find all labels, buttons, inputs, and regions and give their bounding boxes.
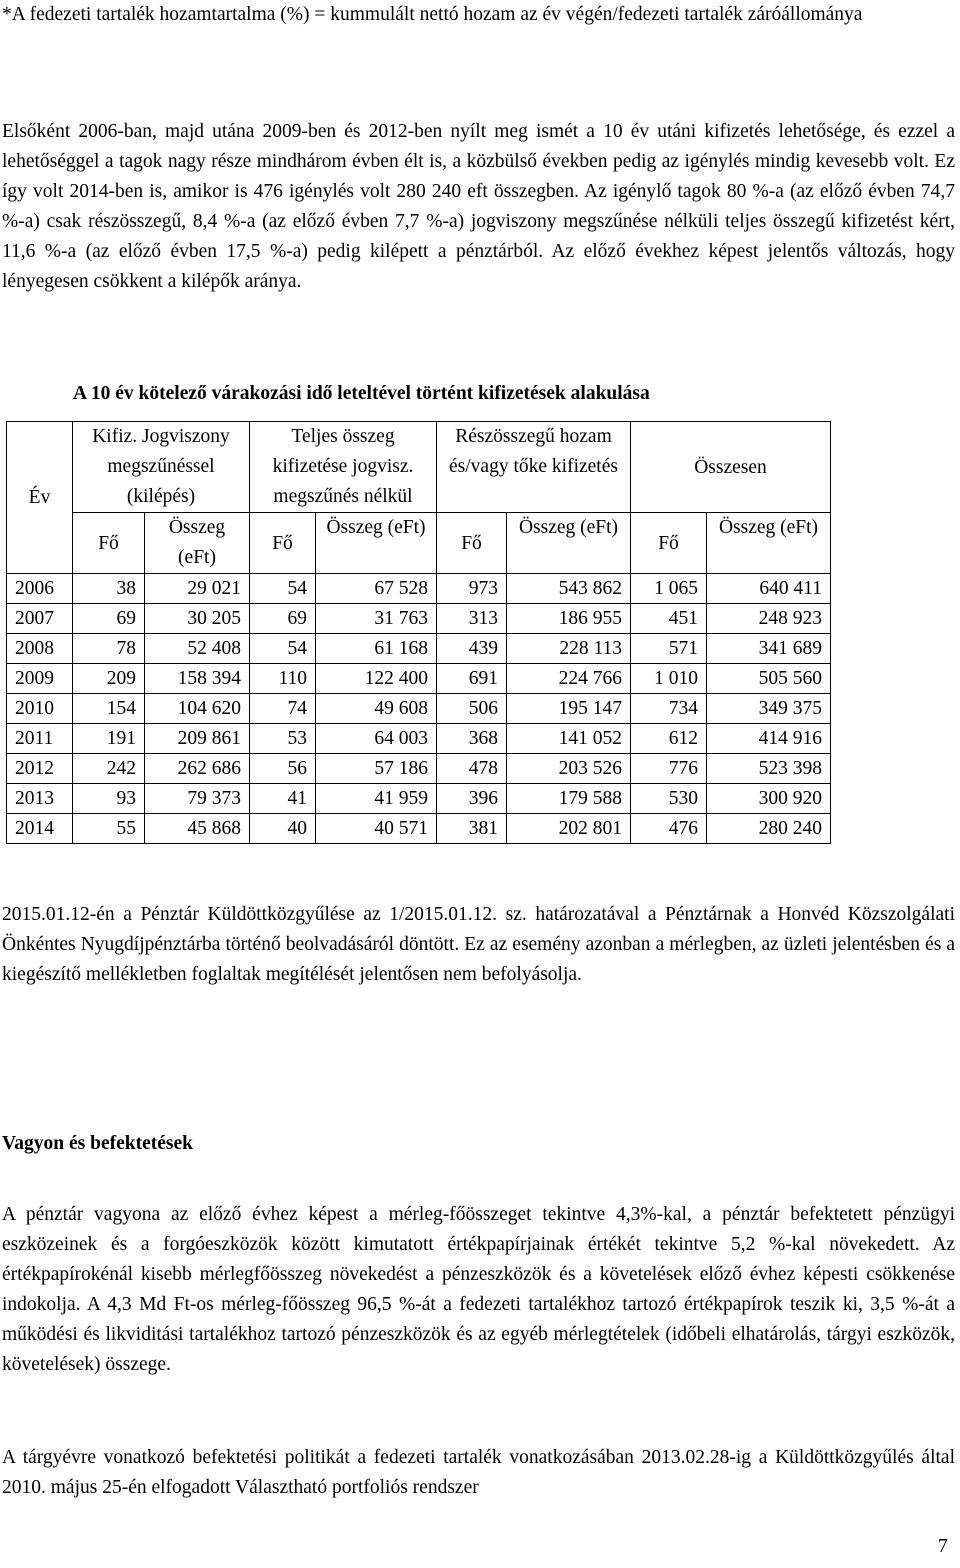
cell-value: 341 689: [707, 634, 831, 664]
cell-value: 141 052: [507, 724, 631, 754]
section-heading: Vagyon és befektetések: [2, 1133, 194, 1154]
cell-value: 242: [73, 754, 145, 784]
cell-value: 439: [437, 634, 507, 664]
cell-value: 209: [73, 664, 145, 694]
cell-value: 154: [73, 694, 145, 724]
cell-year: 2008: [7, 634, 73, 664]
table-subheader-row: [7, 513, 831, 574]
subheader-persons: Fő: [631, 513, 707, 574]
table-row: [7, 784, 831, 814]
cell-year: 2010: [7, 694, 73, 724]
table-row: [7, 814, 831, 844]
cell-value: 523 398: [707, 754, 831, 784]
cell-value: 1 010: [631, 664, 707, 694]
table-row: [7, 574, 831, 604]
payouts-table: [6, 421, 831, 844]
cell-value: 248 923: [707, 604, 831, 634]
subheader-amount: Összeg (eFt): [707, 513, 831, 574]
footnote: *A fedezeti tartalék hozamtartalma (%) = kummulált nettó hozam az év végén/fedezeti tartalék záróállománya: [2, 4, 863, 25]
cell-value: 476: [631, 814, 707, 844]
cell-value: 530: [631, 784, 707, 814]
cell-value: 57 186: [316, 754, 437, 784]
cell-value: 40: [250, 814, 316, 844]
paragraph-assets: A pénztár vagyona az előző évhez képest a mérleg-főösszeget tekintve 4,3%-kal, a pénztár befektetett pénzügyi eszközeinek és a forgóeszközök között kimutatott értékpapírjainak értékét tekintve 5,2 %-kal növekedett. Az értékpapírokénál kisebb mérlegfőösszeg növekedést a pénzeszközök és a követelések előző évhez képesti csökkenése indokolja. A 4,3 Md Ft-os mérleg-főösszeg 96,5 %-át a fedezeti tartalékhoz tartozó értékpapírok teszik ki, 3,5 %-át a működési és likviditási tartalékhoz tartozó pénzeszközök és az egyéb mérlegtételek (időbeli elhatárolás, tárgyi eszközök, követelések) összege.: [2, 1204, 955, 1375]
table-row: [7, 694, 831, 724]
cell-value: 54: [250, 574, 316, 604]
header-group-full-payout: Teljes összeg kifizetése jogvisz. megszűnés nélkül: [250, 422, 437, 513]
table-row: [7, 604, 831, 634]
cell-value: 179 588: [507, 784, 631, 814]
cell-value: 93: [73, 784, 145, 814]
cell-value: 506: [437, 694, 507, 724]
header-group-total: Összesen: [631, 422, 831, 513]
cell-year: 2007: [7, 604, 73, 634]
cell-value: 691: [437, 664, 507, 694]
cell-value: 41: [250, 784, 316, 814]
paragraph-merger: 2015.01.12-én a Pénztár Küldöttközgyűlése az 1/2015.01.12. sz. határozatával a Pénztárnak a Honvéd Közszolgálati Önkéntes Nyugdíjpénztárba történő beolvadásáról döntött. Ez az esemény azonban a mérlegben, az üzleti jelentésben és a kiegészítő mellékletben foglaltak megítélését jelentősen nem befolyásolja.: [2, 904, 955, 985]
cell-value: 104 620: [145, 694, 250, 724]
table-row: [7, 634, 831, 664]
cell-value: 1 065: [631, 574, 707, 604]
cell-value: 228 113: [507, 634, 631, 664]
cell-year: 2012: [7, 754, 73, 784]
cell-value: 224 766: [507, 664, 631, 694]
cell-value: 381: [437, 814, 507, 844]
paragraph-payouts: Elsőként 2006-ban, majd utána 2009-ben és 2012-ben nyílt meg ismét a 10 év utáni kifizetés lehetősége, és ezzel a lehetőséggel a tagok nagy része mindhárom évben élt is, a közbülső években pedig az igénylés mindig kevesebb volt. Ez így volt 2014-ben is, amikor is 476 igénylés volt 280 240 eft összegben. Az igénylő tagok 80 %-a (az előző évben 74,7 %-a) csak részösszegű, 8,4 %-a (az előző évben 7,7 %-a) jogviszony megszűnése nélküli teljes összegű kifizetést kért, 11,6 %-a (az előző évben 17,5 %-a) pedig kilépett a pénztárból. Az előző évekhez képest jelentős változás, hogy lényegesen csökkent a kilépők aránya.: [2, 121, 955, 292]
cell-value: 40 571: [316, 814, 437, 844]
cell-value: 110: [250, 664, 316, 694]
cell-value: 202 801: [507, 814, 631, 844]
header-group-exit: Kifiz. Jogviszony megszűnéssel (kilépés): [73, 422, 250, 513]
subheader-amount: Összeg (eFt): [316, 513, 437, 574]
cell-value: 280 240: [707, 814, 831, 844]
cell-value: 158 394: [145, 664, 250, 694]
cell-value: 191: [73, 724, 145, 754]
cell-value: 195 147: [507, 694, 631, 724]
cell-value: 396: [437, 784, 507, 814]
cell-value: 734: [631, 694, 707, 724]
cell-year: 2011: [7, 724, 73, 754]
cell-value: 74: [250, 694, 316, 724]
cell-year: 2009: [7, 664, 73, 694]
cell-value: 31 763: [316, 604, 437, 634]
cell-value: 300 920: [707, 784, 831, 814]
header-group-partial-payout: Részösszegű hozam és/vagy tőke kifizetés: [437, 422, 631, 513]
cell-value: 61 168: [316, 634, 437, 664]
cell-value: 203 526: [507, 754, 631, 784]
subheader-amount: Összeg (eFt): [507, 513, 631, 574]
cell-value: 29 021: [145, 574, 250, 604]
cell-value: 122 400: [316, 664, 437, 694]
cell-value: 41 959: [316, 784, 437, 814]
cell-value: 55: [73, 814, 145, 844]
subheader-persons: Fő: [73, 513, 145, 574]
cell-value: 571: [631, 634, 707, 664]
cell-value: 38: [73, 574, 145, 604]
cell-value: 53: [250, 724, 316, 754]
subheader-persons: Fő: [437, 513, 507, 574]
cell-value: 209 861: [145, 724, 250, 754]
cell-value: 313: [437, 604, 507, 634]
cell-value: 262 686: [145, 754, 250, 784]
cell-value: 505 560: [707, 664, 831, 694]
page-number: 7: [938, 1536, 948, 1557]
cell-value: 414 916: [707, 724, 831, 754]
subheader-persons: Fő: [250, 513, 316, 574]
cell-year: 2014: [7, 814, 73, 844]
cell-value: 186 955: [507, 604, 631, 634]
cell-value: 54: [250, 634, 316, 664]
cell-value: 368: [437, 724, 507, 754]
cell-value: 478: [437, 754, 507, 784]
table-row: [7, 664, 831, 694]
subheader-amount: Összeg (eFt): [145, 513, 250, 574]
header-year: Év: [7, 422, 73, 574]
cell-value: 64 003: [316, 724, 437, 754]
cell-value: 30 205: [145, 604, 250, 634]
cell-value: 543 862: [507, 574, 631, 604]
table-title: A 10 év kötelező várakozási idő leteltével történt kifizetések alakulása: [73, 383, 650, 404]
cell-value: 451: [631, 604, 707, 634]
table-row: [7, 754, 831, 784]
table-row: [7, 724, 831, 754]
table-header-row: [7, 422, 831, 513]
cell-value: 67 528: [316, 574, 437, 604]
cell-value: 973: [437, 574, 507, 604]
cell-value: 78: [73, 634, 145, 664]
cell-value: 612: [631, 724, 707, 754]
cell-value: 49 608: [316, 694, 437, 724]
cell-value: 45 868: [145, 814, 250, 844]
cell-year: 2006: [7, 574, 73, 604]
cell-value: 52 408: [145, 634, 250, 664]
cell-value: 79 373: [145, 784, 250, 814]
cell-value: 56: [250, 754, 316, 784]
cell-value: 776: [631, 754, 707, 784]
cell-value: 349 375: [707, 694, 831, 724]
cell-value: 69: [250, 604, 316, 634]
cell-value: 69: [73, 604, 145, 634]
cell-value: 640 411: [707, 574, 831, 604]
paragraph-investment-policy: A tárgyévre vonatkozó befektetési politikát a fedezeti tartalék vonatkozásában 2013.02.28-ig a Küldöttközgyűlés által 2010. május 25-én elfogadott Választható portfoliós rendszer: [2, 1447, 955, 1498]
cell-year: 2013: [7, 784, 73, 814]
